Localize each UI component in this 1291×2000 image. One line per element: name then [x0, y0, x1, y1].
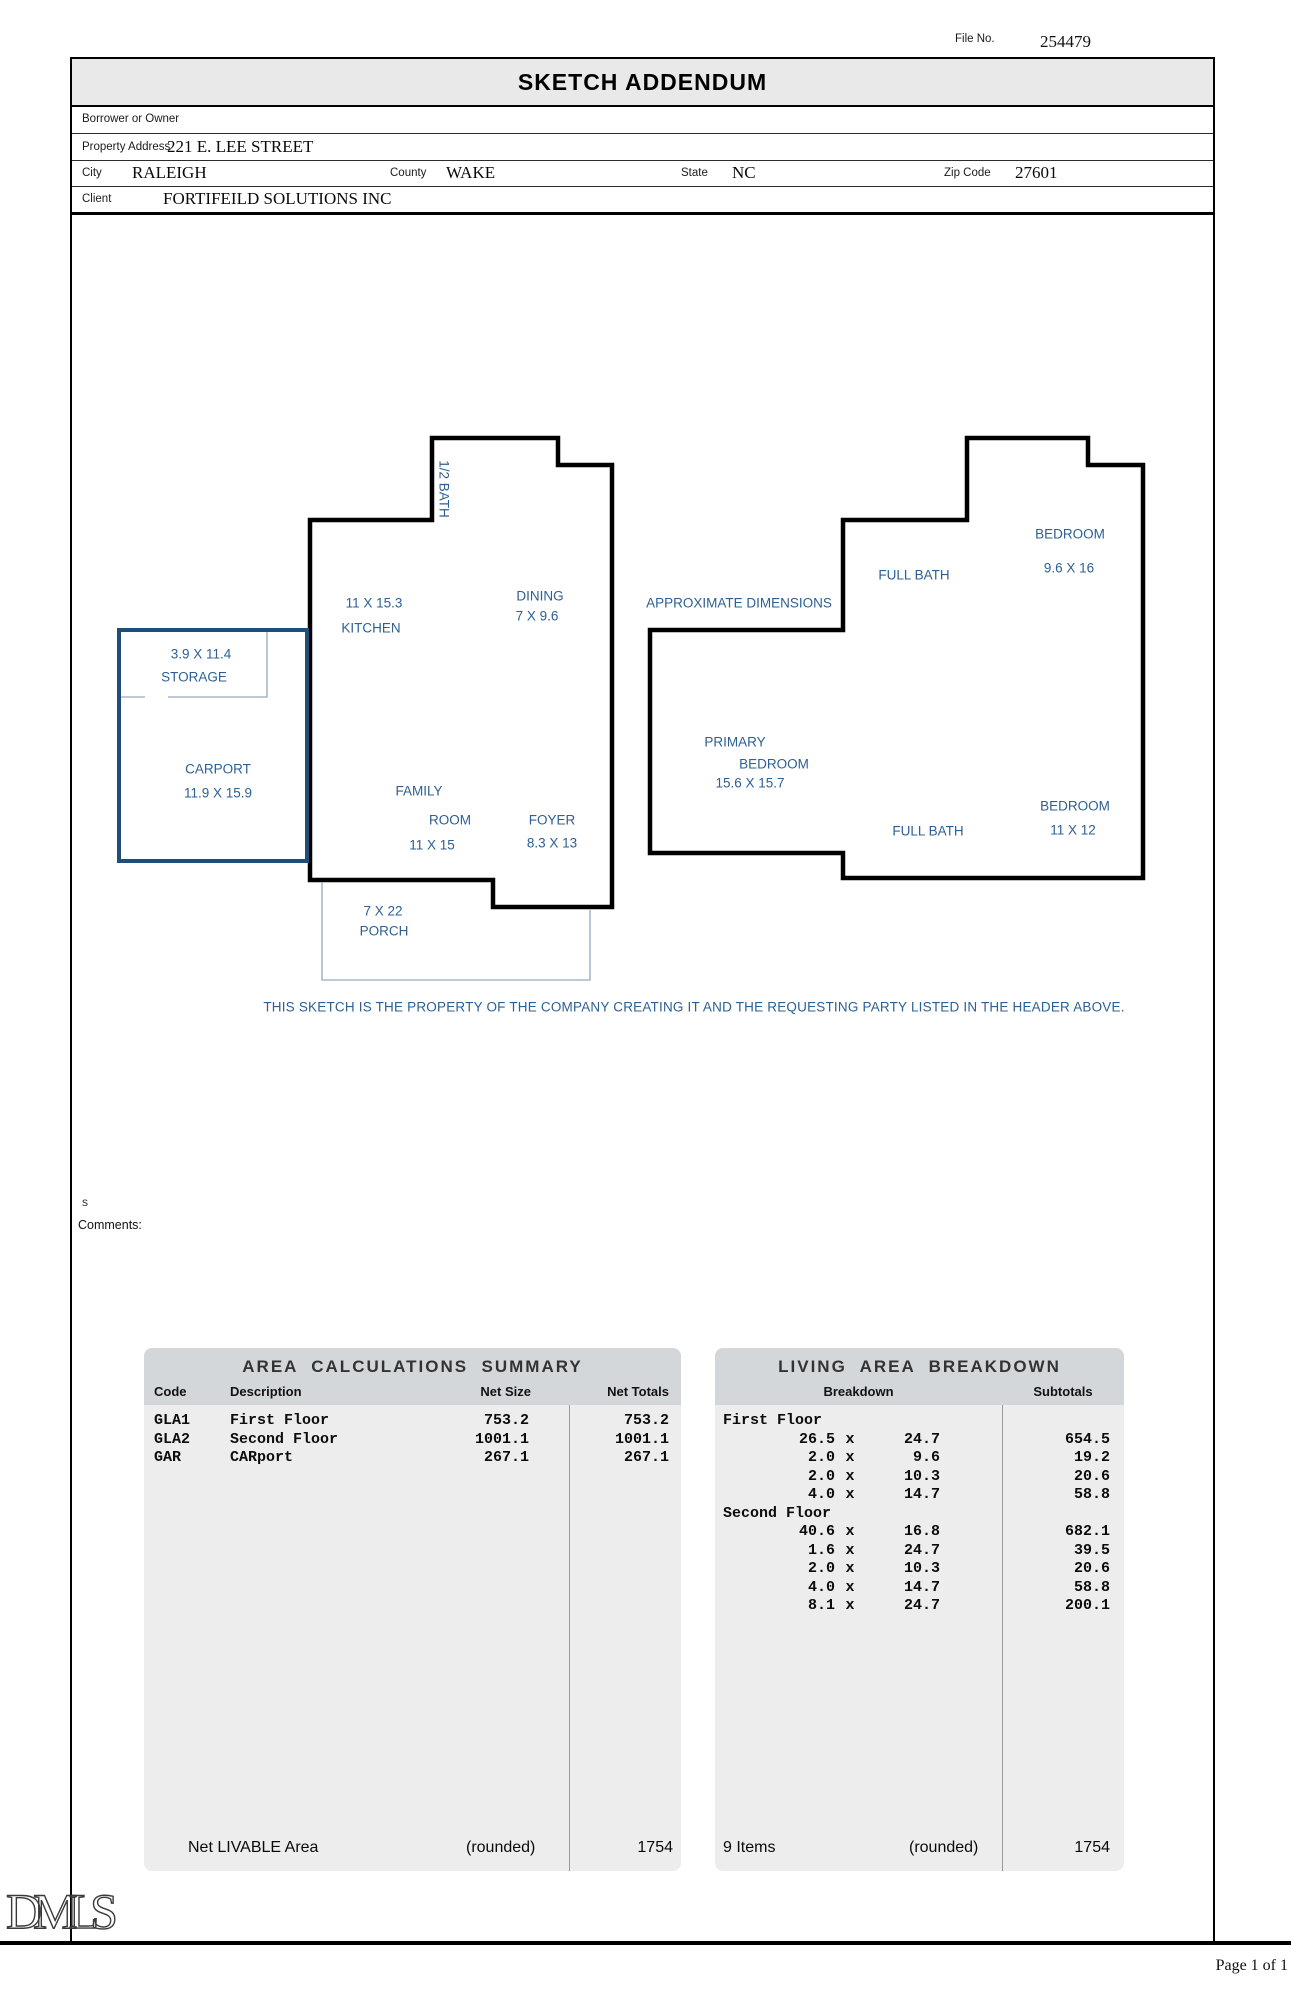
table-cell: First Floor [230, 1412, 330, 1429]
room-label: APPROXIMATE DIMENSIONS [646, 595, 832, 611]
table-cell: x [845, 1449, 855, 1466]
subtotal-cell: 200.1 [1064, 1597, 1110, 1614]
title-bar [72, 59, 1213, 107]
table-row [715, 1597, 1124, 1616]
table-cell: GLA2 [154, 1430, 191, 1448]
table-cell: 14.7 [903, 1578, 940, 1596]
table-cell: 753.2 [483, 1412, 529, 1429]
table-cell: 24.7 [903, 1541, 940, 1559]
items-total-value: 1754 [1074, 1839, 1110, 1856]
table-cell: GAR [154, 1449, 182, 1466]
dmls-logo: DMLS [6, 1883, 109, 1939]
room-label: 7 X 9.6 [515, 608, 559, 624]
table-row [715, 1412, 1124, 1431]
room-label: 11 X 15 [409, 837, 455, 853]
subtotal-cell: 20.6 [1073, 1560, 1110, 1577]
table-cell: 10.3 [903, 1467, 940, 1485]
area-table-title: AREA CALCULATIONS SUMMARY [242, 1357, 583, 1376]
items-count-label: 9 Items [723, 1839, 776, 1856]
comments-label: Comments: [78, 1218, 142, 1232]
table-row [715, 1431, 1124, 1450]
col-breakdown: Breakdown [823, 1384, 894, 1399]
zip-value: 27601 [1015, 163, 1058, 182]
table-cell: 1001.1 [474, 1430, 529, 1448]
room-label: 11 X 12 [1050, 822, 1096, 838]
table-cell: 2.0 [807, 1560, 835, 1577]
area-table-footer [144, 1839, 681, 1859]
table-row [715, 1449, 1124, 1468]
file-no-label: File No. [955, 33, 995, 45]
room-label: BEDROOM [1040, 798, 1110, 814]
table-row [144, 1449, 681, 1468]
table-cell: 2.0 [807, 1467, 835, 1485]
net-livable-label: Net LIVABLE Area [188, 1839, 319, 1856]
room-label: PRIMARY [704, 734, 766, 750]
area-calculations-table [144, 1348, 681, 1871]
table-cell: x [845, 1467, 855, 1485]
room-label: 1/2 BATH [436, 460, 452, 518]
table-cell: x [845, 1523, 855, 1540]
table-row [715, 1579, 1124, 1598]
property-address-label: Property Address [82, 140, 171, 153]
table-cell: 4.0 [807, 1486, 835, 1503]
col-description: Description [230, 1384, 302, 1399]
table-row [715, 1560, 1124, 1579]
table-cell: 24.7 [903, 1430, 940, 1448]
table-cell: GLA1 [154, 1412, 191, 1429]
table-cell: x [845, 1430, 855, 1448]
sketch-disclaimer: THIS SKETCH IS THE PROPERTY OF THE COMPANY CREATING IT AND THE REQUESTING PARTY LISTED IN THE HEADER ABOVE. [263, 999, 1125, 1015]
table-cell: 753.2 [623, 1412, 669, 1429]
room-label: 7 X 22 [363, 903, 403, 919]
section-label: Second Floor [723, 1504, 832, 1522]
room-label: 3.9 X 11.4 [170, 646, 232, 662]
client-row [72, 186, 1213, 215]
property-address-value: 221 E. LEE STREET [167, 136, 314, 156]
subtotal-cell: 682.1 [1064, 1523, 1110, 1540]
client-label: Client [82, 193, 112, 205]
col-code: Code [154, 1384, 187, 1399]
breakdown-table-header [715, 1348, 1124, 1405]
room-label: FULL BATH [878, 567, 950, 583]
property-address-row [72, 133, 1213, 161]
table-row [715, 1523, 1124, 1542]
table-cell: CARport [230, 1449, 294, 1466]
area-table-header [144, 1348, 681, 1405]
table-row [715, 1486, 1124, 1505]
table-cell: 9.6 [912, 1449, 940, 1466]
table-row [144, 1412, 681, 1431]
table-cell: 267.1 [623, 1449, 669, 1466]
room-label: 8.3 X 13 [526, 835, 578, 851]
borrower-label: Borrower or Owner [82, 113, 180, 125]
page-title: SKETCH ADDENDUM [517, 68, 768, 95]
room-label: ROOM [429, 812, 471, 828]
room-label: FAMILY [395, 783, 443, 799]
table-cell: Second Floor [230, 1430, 339, 1448]
subtotal-cell: 20.6 [1073, 1467, 1110, 1485]
table-row [715, 1505, 1124, 1524]
area-table-divider [569, 1405, 570, 1871]
subtotal-cell: 58.8 [1073, 1486, 1110, 1503]
table-row [715, 1542, 1124, 1561]
table-cell: 16.8 [903, 1523, 940, 1540]
zip-label: Zip Code [944, 167, 991, 179]
table-cell: 24.7 [903, 1597, 940, 1614]
table-cell: x [845, 1597, 855, 1614]
room-label: CARPORT [185, 761, 251, 777]
table-cell: x [845, 1578, 855, 1596]
table-cell: x [845, 1486, 855, 1503]
table-cell: 8.1 [807, 1597, 835, 1614]
room-label: BEDROOM [1035, 526, 1105, 542]
room-label: 9.6 X 16 [1043, 560, 1095, 576]
table-cell: 10.3 [903, 1560, 940, 1577]
stray-s-text: s [82, 1195, 88, 1209]
breakdown-table-rows [715, 1412, 1124, 1616]
page-number: Page 1 of 1 [1215, 1957, 1288, 1974]
section-label: First Floor [723, 1412, 823, 1429]
room-label: DINING [516, 588, 564, 604]
subtotal-cell: 654.5 [1064, 1430, 1110, 1448]
room-label: 11.9 X 15.9 [183, 785, 253, 801]
room-label: PORCH [359, 923, 409, 939]
room-label: FULL BATH [892, 823, 964, 839]
col-net-size: Net Size [480, 1384, 531, 1399]
subtotal-cell: 39.5 [1073, 1541, 1110, 1559]
room-label: STORAGE [161, 669, 227, 685]
city-value: RALEIGH [132, 163, 207, 182]
table-row [715, 1468, 1124, 1487]
room-label: 15.6 X 15.7 [715, 775, 785, 791]
city-county-state-zip-row [72, 160, 1213, 187]
table-cell: 1001.1 [614, 1430, 669, 1448]
table-cell: 1.6 [807, 1541, 835, 1559]
city-label: City [82, 167, 102, 179]
col-net-totals: Net Totals [607, 1384, 669, 1399]
items-rounded: (rounded) [909, 1839, 979, 1856]
room-label: KITCHEN [341, 620, 401, 636]
county-label: County [390, 167, 427, 179]
room-label: FOYER [528, 812, 576, 828]
breakdown-table-body [715, 1405, 1124, 1871]
net-livable-rounded: (rounded) [466, 1839, 536, 1856]
county-value: WAKE [446, 163, 496, 182]
table-row [144, 1431, 681, 1450]
living-area-breakdown-table [715, 1348, 1124, 1871]
bottom-rule [0, 1941, 1291, 1945]
table-cell: 2.0 [807, 1449, 835, 1466]
area-table-body [144, 1405, 681, 1871]
room-label: BEDROOM [739, 756, 809, 772]
borrower-row [72, 105, 1213, 134]
table-cell: 40.6 [798, 1523, 835, 1540]
table-cell: 267.1 [483, 1449, 529, 1466]
subtotal-cell: 58.8 [1073, 1578, 1110, 1596]
client-value: FORTIFEILD SOLUTIONS INC [163, 189, 392, 208]
net-livable-value: 1754 [637, 1839, 673, 1856]
breakdown-table-footer [715, 1839, 1124, 1859]
subtotal-cell: 19.2 [1073, 1449, 1110, 1466]
table-cell: 26.5 [798, 1430, 835, 1448]
area-table-rows [144, 1412, 681, 1468]
file-no-value: 254479 [1040, 32, 1091, 51]
table-cell: 14.7 [903, 1486, 940, 1503]
state-label: State [681, 167, 708, 179]
table-cell: x [845, 1560, 855, 1577]
table-cell: 4.0 [807, 1578, 835, 1596]
breakdown-table-title: LIVING AREA BREAKDOWN [778, 1357, 1061, 1376]
col-subtotals: Subtotals [1033, 1384, 1093, 1399]
room-label: 11 X 15.3 [345, 595, 403, 611]
state-value: NC [732, 163, 756, 182]
table-cell: x [845, 1541, 855, 1559]
